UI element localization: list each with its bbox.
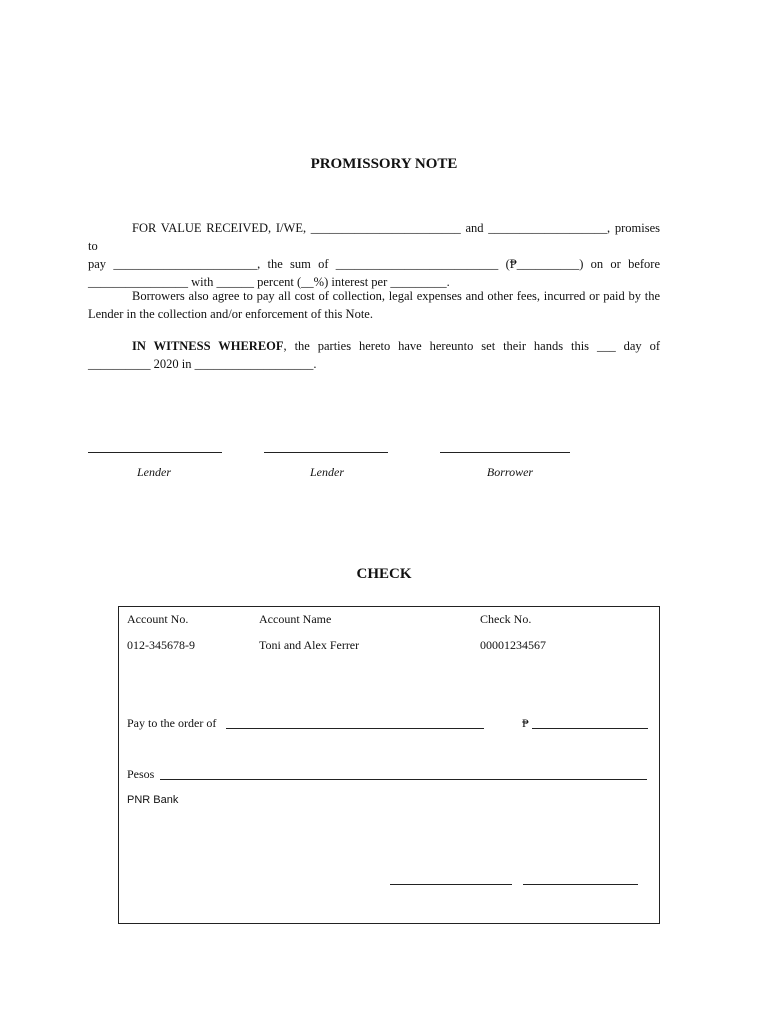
p1-text: ) on or before — [579, 257, 660, 271]
check-no-value: 00001234567 — [480, 638, 546, 652]
page-title: PROMISSORY NOTE — [310, 156, 458, 172]
borrower-signature-line[interactable] — [440, 452, 570, 453]
due-date-blank[interactable]: ________________ — [88, 275, 188, 289]
borrower2-blank[interactable]: ___________________ — [488, 221, 608, 235]
lender2-label: Lender — [310, 465, 344, 479]
p1-text: , promises to — [88, 221, 660, 253]
account-no-label: Account No. — [127, 612, 189, 626]
check-title: CHECK — [356, 566, 412, 582]
p1-text: percent (__%) interest per — [253, 275, 391, 289]
p1-text: (₱ — [498, 257, 517, 271]
value-received-paragraph — [88, 219, 660, 291]
witness-heading: IN WITNESS WHEREOF — [132, 339, 284, 353]
amount-line[interactable] — [532, 728, 648, 729]
witness-paragraph — [88, 337, 660, 373]
lender2-signature-line[interactable] — [264, 452, 388, 453]
account-no-value: 012-345678-9 — [127, 638, 195, 652]
p1-text: with — [188, 275, 217, 289]
bank-name: PNR Bank — [127, 794, 179, 806]
witness-text: . — [313, 357, 317, 371]
peso-sign: ₱ — [522, 716, 529, 730]
payee-line[interactable] — [226, 728, 484, 729]
place-blank[interactable]: ___________________ — [194, 357, 314, 371]
lender1-signature-line[interactable] — [88, 452, 222, 453]
borrower-label: Borrower — [486, 465, 534, 479]
payee-blank[interactable]: _______________________ — [113, 257, 258, 271]
pesos-label: Pesos — [127, 767, 155, 781]
amount-words-line[interactable] — [160, 779, 647, 780]
sum-words-blank[interactable]: __________________________ — [335, 257, 499, 271]
lender1-label: Lender — [137, 465, 171, 479]
sum-amount-blank[interactable]: __________ — [516, 257, 580, 271]
witness-text: , the parties hereto have hereunto set their hands this ___ day of — [283, 339, 660, 353]
account-name-label: Account Name — [259, 612, 332, 626]
borrower1-blank[interactable]: ________________________ — [310, 221, 461, 235]
p1-text: , the sum of — [257, 257, 336, 271]
check-form — [118, 606, 660, 924]
signatory1-line[interactable] — [390, 884, 512, 885]
pay-to-label: Pay to the order of — [127, 716, 217, 730]
p1-text: and — [460, 221, 489, 235]
check-no-label: Check No. — [480, 612, 532, 626]
witness-text: 2020 in — [150, 357, 195, 371]
month-blank[interactable]: __________ — [88, 357, 151, 371]
p1-text: FOR VALUE RECEIVED, I/WE, — [132, 221, 311, 235]
interest-period-blank[interactable]: _________ — [390, 275, 447, 289]
p1-text: . — [446, 275, 450, 289]
p1-text: pay — [88, 257, 114, 271]
signatory2-line[interactable] — [523, 884, 638, 885]
collection-costs-paragraph: Borrowers also agree to pay all cost of collection, legal expenses and other fees, incurred or paid by the Lender in the collection and/or enforcement of this Note. — [88, 289, 660, 321]
account-name-value: Toni and Alex Ferrer — [259, 638, 360, 652]
percent-blank[interactable]: ______ — [216, 275, 254, 289]
